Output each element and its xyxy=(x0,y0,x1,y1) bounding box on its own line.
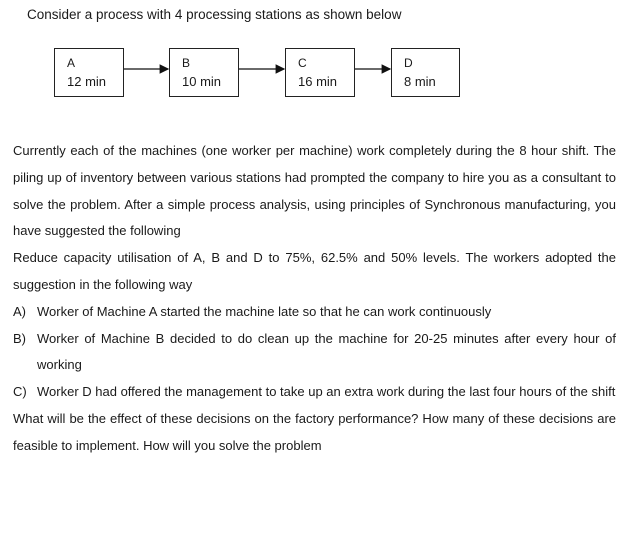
list-item-a xyxy=(13,299,616,326)
list-text-b: Worker of Machine B decided to do clean up the machine for 20-25 minutes after every hour of working xyxy=(37,330,616,373)
intro-text: Consider a process with 4 processing stations as shown below xyxy=(27,7,402,22)
list-text-a: Worker of Machine A started the machine late so that he can work continuously xyxy=(37,303,492,319)
station-d-letter: D xyxy=(404,56,413,70)
list-text-c: Worker D had offered the management to take up an extra work during the last four hours of the shift xyxy=(37,384,616,400)
process-flow-diagram xyxy=(0,0,631,110)
station-c-letter: C xyxy=(298,56,307,70)
station-d-time: 8 min xyxy=(404,74,436,89)
list-item-b xyxy=(13,326,616,380)
list-marker-b: B) xyxy=(13,330,26,346)
station-b xyxy=(169,48,239,97)
station-a-time: 12 min xyxy=(67,74,107,89)
list-item-c xyxy=(13,379,616,406)
station-b-time: 10 min xyxy=(182,74,222,89)
station-a-letter: A xyxy=(67,56,76,70)
station-b-letter: B xyxy=(182,56,191,70)
problem-body xyxy=(13,138,616,460)
station-a xyxy=(54,48,124,97)
list-marker-a: A) xyxy=(13,303,26,319)
station-d xyxy=(391,48,460,97)
paragraph-suggestion: Reduce capacity utilisation of A, B and D to 75%, 62.5% and 50% levels. The workers adopted the suggestion in the following way xyxy=(13,250,616,292)
station-c-time: 16 min xyxy=(298,74,338,89)
paragraph-question: What will be the effect of these decisions on the factory performance? How many of these decisions are feasible to implement. How will you solve the problem xyxy=(13,410,616,453)
list-marker-c: C) xyxy=(13,384,27,400)
paragraph-situation: Currently each of the machines (one worker per machine) work completely during the 8 hour shift. The piling up of inventory between various stations had prompted the company to hire you as a consultant to solve the problem. After a simple process analysis, using principles of Synchronous manufacturing, you have suggested the following xyxy=(13,143,616,239)
station-c xyxy=(285,48,355,97)
